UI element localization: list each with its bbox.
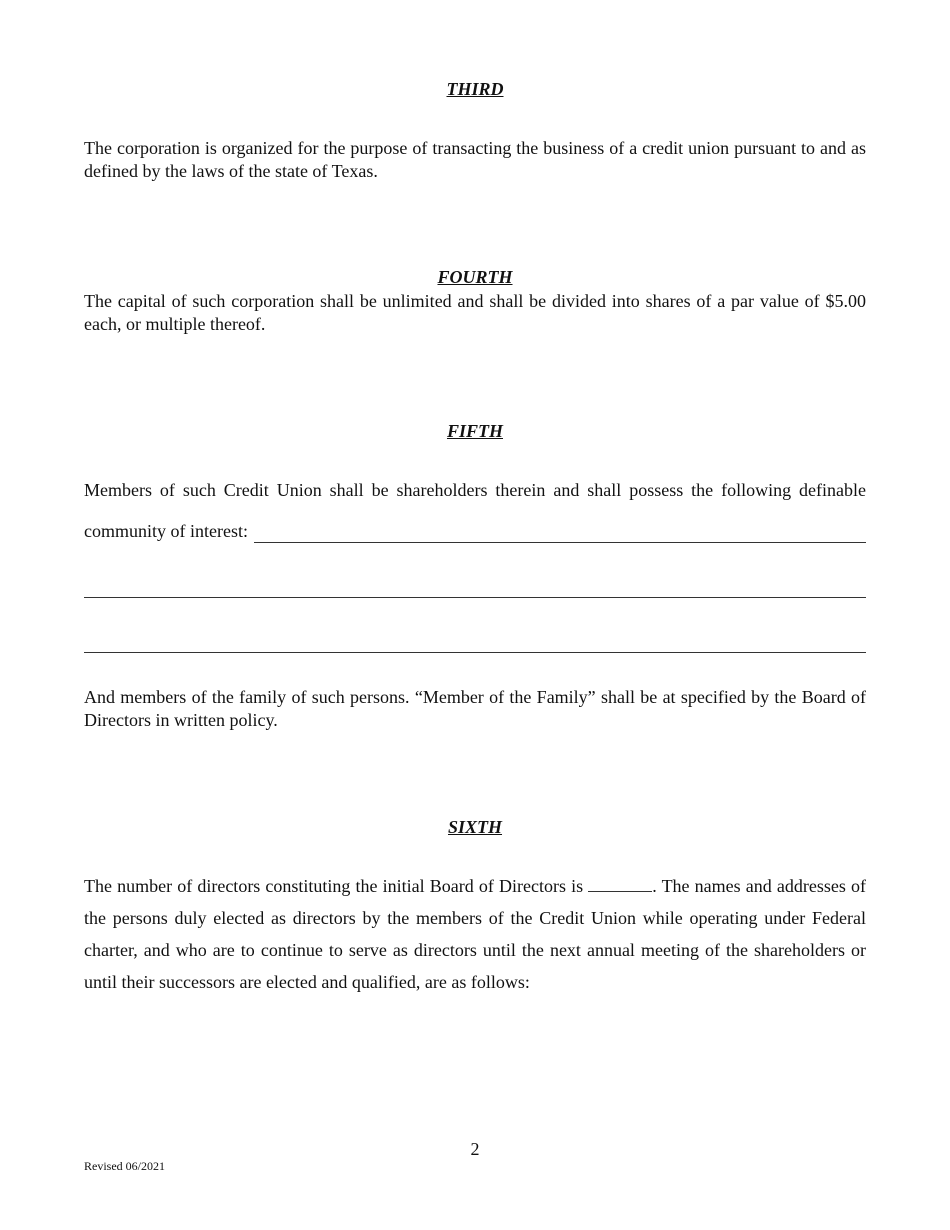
community-of-interest-line-2[interactable] — [84, 597, 866, 598]
section-body-sixth — [84, 870, 866, 998]
community-of-interest-row — [84, 520, 866, 543]
section-body-sixth-part2: . The names and addresses of the persons duly elected as directors by the members of the Credit Union while operating under Federal charter, and who are to continue to serve as directors until the next annual meeting of the shareholders or until their successors are elected and qualified, are as follows: — [84, 876, 866, 992]
section-body-sixth-part1: The number of directors constituting the initial Board of Directors is — [84, 876, 584, 896]
section-heading-fifth: FIFTH — [446, 421, 503, 441]
section-closing-fifth: And members of the family of such persons. “Member of the Family” shall be at specified by the Board of Directors in written policy. — [84, 687, 866, 730]
page-number: 2 — [470, 1139, 480, 1159]
section-body-third: The corporation is organized for the purpose of transacting the business of a credit union pursuant to and as defined by the laws of the state of Texas. — [84, 138, 866, 181]
revision-note: Revised 06/2021 — [84, 1159, 165, 1173]
community-of-interest-blank[interactable] — [254, 524, 866, 543]
section-heading-fourth: FOURTH — [437, 267, 513, 287]
section-body-fourth: The capital of such corporation shall be unlimited and shall be divided into shares of a par value of $5.00 each, or multiple thereof. — [84, 291, 866, 334]
section-intro-fifth: Members of such Credit Union shall be shareholders therein and shall possess the following definable — [84, 480, 866, 500]
community-of-interest-line-3[interactable] — [84, 652, 866, 653]
section-heading-third: THIRD — [446, 79, 504, 99]
community-of-interest-label: community of interest: — [84, 521, 248, 541]
section-heading-sixth: SIXTH — [447, 817, 503, 837]
director-count-blank[interactable] — [588, 875, 652, 892]
